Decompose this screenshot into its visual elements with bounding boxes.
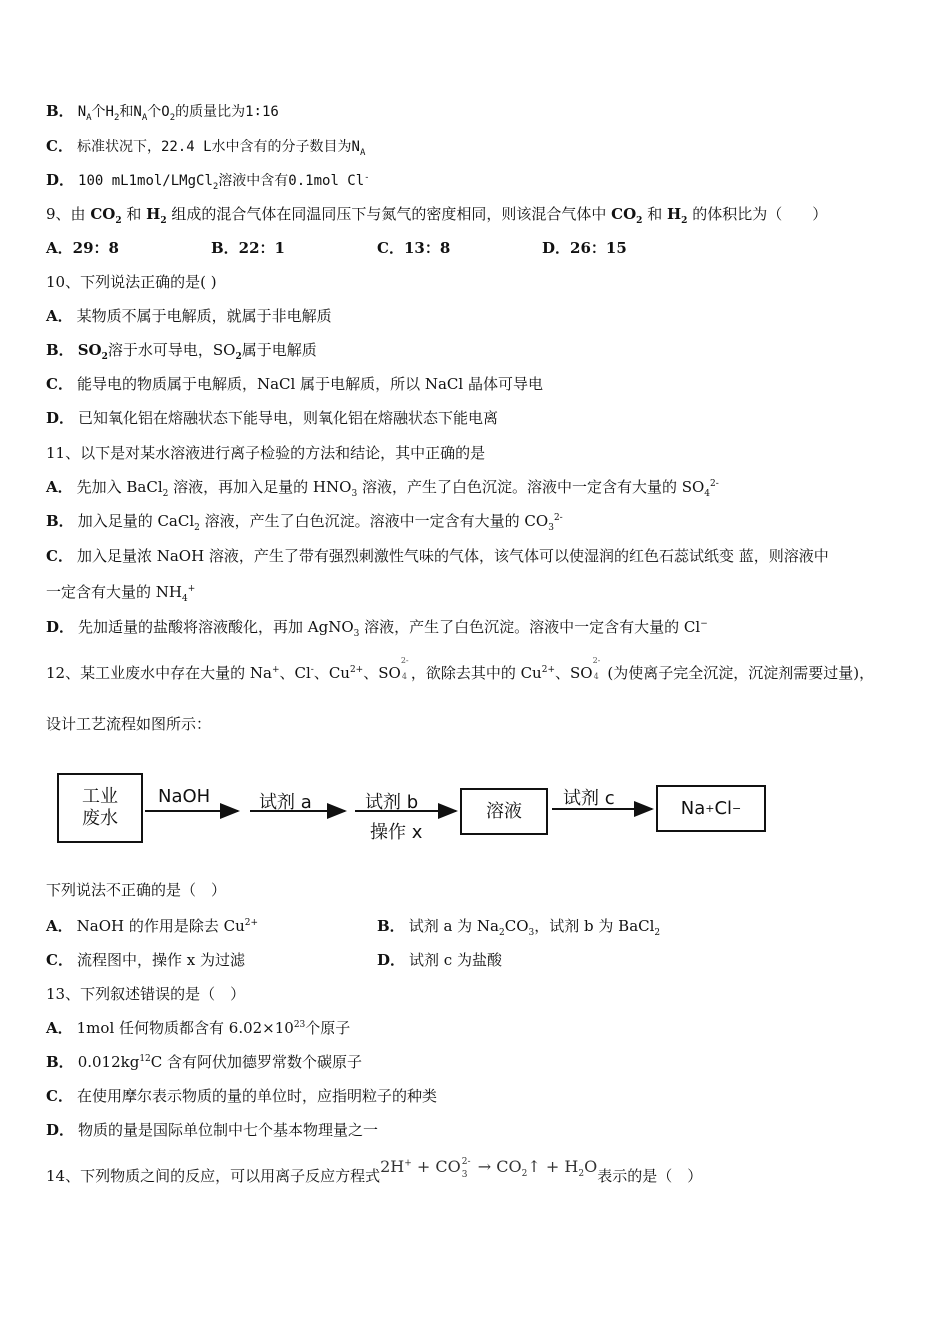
q13-option-b: B． $0.012kg^{12}C$ 含有阿伏加德罗常数个碳原子 <box>46 1053 363 1071</box>
q12-question: 下列说法不正确的是（ ） <box>46 881 227 899</box>
q12-option-d: D． 试剂 c 为盐酸 <box>377 951 502 969</box>
q11-option-c: C． 加入足量浓 NaOH 溶液，产生了带有强烈刺激性气味的气体，该气体可以使湿润的红色石蕊试纸变 蓝，则溶液中 <box>46 547 829 565</box>
ionic-equation: 2H+ + CO 2- 3 → $CO_2↑ + H_2O$ <box>380 1157 598 1180</box>
q11-option-c-cont: 一定含有大量的 $NH_4^+$ <box>46 583 196 604</box>
q10-option-b: B． $SO_2$溶于水可导电，$SO_2$属于电解质 <box>46 341 317 362</box>
operation-x-label: 操作 x <box>370 822 423 843</box>
reagent-c-label: 试剂 c <box>563 788 615 809</box>
q10-stem: 10、下列说法正确的是( ) <box>46 273 217 291</box>
q14-stem: 14、下列物质之间的反应，可以用离子反应方程式2H+ + CO 2- 3 → $CO_2↑ + H_2O$表示的是（ ） <box>46 1157 703 1185</box>
product-box: Na + Cl − <box>656 785 766 832</box>
q10-option-c: C． 能导电的物质属于电解质，NaCl 属于电解质，所以 NaCl 晶体可导电 <box>46 375 543 393</box>
q12-option-c: C． 流程图中，操作 x 为过滤 <box>46 951 245 969</box>
industrial-wastewater-box: 工业 废水 <box>57 773 143 843</box>
q12-stem: 12、某工业废水中存在大量的 Na+、Cl-、$Cu^{2+}$、SO 2- 4 ，欲除去其中的 $Cu^{2+}$、SO 2- 4 (为使离子完全沉淀，沉淀剂需要过量)， <box>46 656 875 682</box>
q13-option-d: D． 物质的量是国际单位制中七个基本物理量之一 <box>46 1121 379 1139</box>
q12-option-a: A． NaOH 的作用是除去 $Cu^{2+}$ <box>46 917 259 935</box>
option-label: B． <box>46 102 74 120</box>
q11-option-d: D． 先加适量的盐酸将溶液酸化，再加 AgNO$_3$ 溶液，产生了白色沉淀。溶液中一定含有大量的 Cl− <box>46 618 708 639</box>
option-label: C． <box>46 137 73 155</box>
option-label: D． <box>46 171 75 189</box>
q13-option-a: A． 1mol 任何物质都含有 $6.02\times 10^{23}$个原子 <box>46 1019 351 1037</box>
q10-option-d: D． 已知氧化铝在熔融状态下能导电，则氧化铝在熔融状态下能电离 <box>46 409 499 427</box>
q12-option-b: B． 试剂 a 为 $Na_2CO_3$，试剂 b 为 BaCl$_2$ <box>377 917 661 938</box>
q8-option-b: B． $N_A$个$H_2$和$N_A$个$O_2$的质量比为1∶16 <box>46 102 279 123</box>
q9-stem: 9、由 $CO_2$ 和 $H_2$ 组成的混合气体在同温同压下与氮气的密度相同，则该混合气体中 $CO_2$ 和 $H_2$ 的体积比为（ ） <box>46 205 828 226</box>
reagent-a-label: 试剂 a <box>259 792 312 813</box>
q8-option-d: D． 100 mL1mol/LMgCl$_2$溶液中含有0.1mol Cl- <box>46 171 370 192</box>
solution-box: 溶液 <box>460 788 548 835</box>
q11-stem: 11、以下是对某水溶液进行离子检验的方法和结论，其中正确的是 <box>46 444 486 462</box>
q9-option-d: D．26：15 <box>542 239 627 257</box>
q11-option-a: A． 先加入 BaCl$_2$ 溶液，再加入足量的 $HNO_3$ 溶液，产生了白色沉淀。溶液中一定含有大量的 $SO_4^{2-}$ <box>46 478 719 499</box>
naoh-label: NaOH <box>158 786 211 807</box>
q12-stem-line2: 设计工艺流程如图所示： <box>46 715 212 733</box>
q9-option-b: B．22：1 <box>211 239 285 257</box>
q13-option-c: C． 在使用摩尔表示物质的量的单位时，应指明粒子的种类 <box>46 1087 437 1105</box>
q9-option-a: A．29：8 <box>46 239 119 257</box>
reagent-b-label: 试剂 b <box>365 792 419 813</box>
q9-option-c: C．13：8 <box>377 239 451 257</box>
q11-option-b: B． 加入足量的 CaCl$_2$ 溶液，产生了白色沉淀。溶液中一定含有大量的 $CO_3^{2-}$ <box>46 512 563 533</box>
q10-option-a: A． 某物质不属于电解质，就属于非电解质 <box>46 307 332 325</box>
q8-option-c: C． 标准状况下，22.4 L水中含有的分子数目为$N_A$ <box>46 137 366 158</box>
q13-stem: 13、下列叙述错误的是（ ） <box>46 985 246 1003</box>
